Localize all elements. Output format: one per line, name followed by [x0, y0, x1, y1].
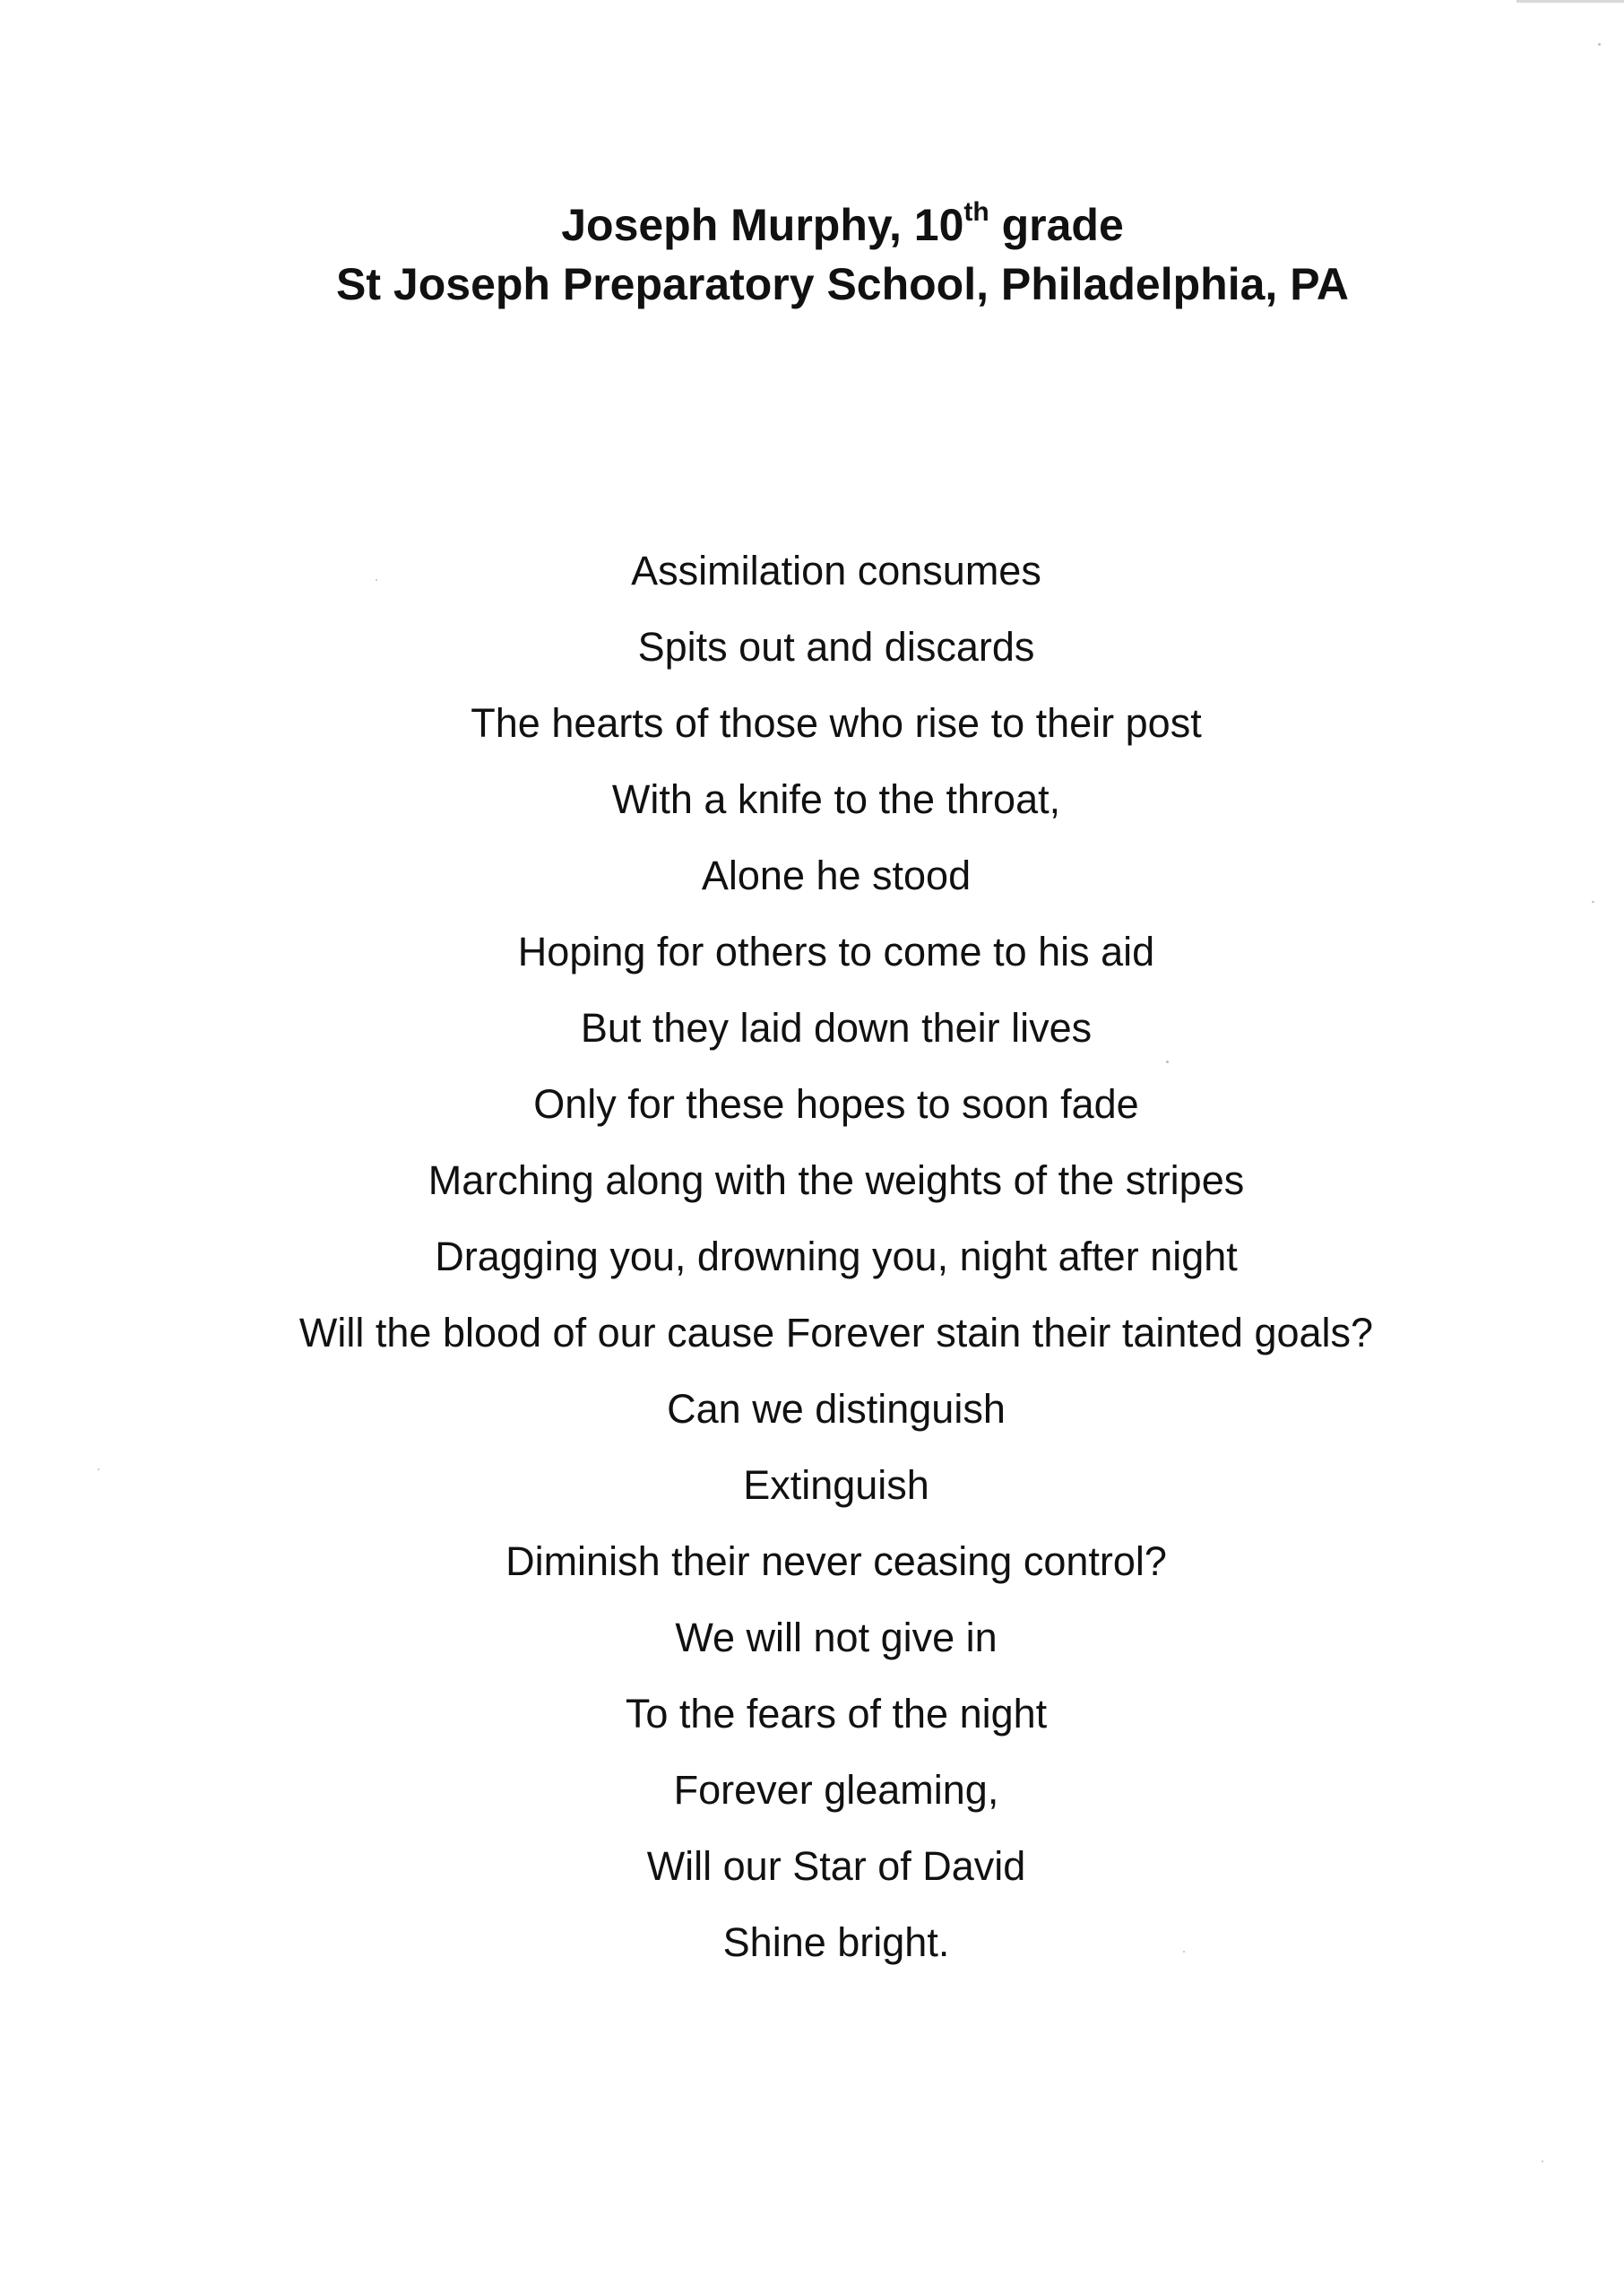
scan-speck	[1183, 1951, 1185, 1953]
poem-line: Alone he stood	[701, 853, 972, 898]
grade-word: grade	[989, 200, 1124, 250]
poem-line: Will our Star of David	[646, 1843, 1026, 1889]
poem-line: Diminish their never ceasing control?	[505, 1538, 1167, 1584]
poem-line: Marching along with the weights of the stripes	[428, 1157, 1245, 1203]
poem-body	[0, 533, 1624, 1980]
poem-line: Will the blood of our cause Forever stain their tainted goals?	[298, 1310, 1374, 1355]
scan-speck	[1598, 43, 1601, 46]
poem-line: The hearts of those who rise to their post	[471, 700, 1202, 746]
author-line	[0, 195, 1624, 255]
poem-line: But they laid down their lives	[580, 1005, 1093, 1051]
poem-line: Spits out and discards	[637, 624, 1035, 670]
poem-line: Can we distinguish	[667, 1386, 1006, 1432]
poem-line: We will not give in	[675, 1615, 998, 1660]
grade-ordinal-suffix: th	[963, 197, 989, 228]
document-header	[0, 195, 1624, 314]
school-line: St Joseph Preparatory School, Philadelphia, PA	[336, 259, 1349, 309]
poem-line: Forever gleaming,	[673, 1767, 999, 1813]
poem-line: With a knife to the throat,	[611, 776, 1061, 822]
author-name-grade: Joseph Murphy, 10	[561, 200, 964, 250]
poem-line: Shine bright.	[722, 1919, 950, 1965]
poem-line: Assimilation consumes	[631, 548, 1041, 593]
poem-line: Dragging you, drowning you, night after night	[435, 1234, 1238, 1279]
scan-speck	[1542, 2161, 1543, 2162]
poem-line: To the fears of the night	[625, 1691, 1048, 1736]
scan-speck	[98, 1468, 99, 1470]
poem-line: Only for these hopes to soon fade	[533, 1081, 1139, 1127]
scan-speck	[1166, 1061, 1169, 1063]
scan-speck	[376, 579, 377, 581]
poem-line: Extinguish	[743, 1462, 929, 1508]
scan-speck	[1592, 901, 1594, 903]
poem-line: Hoping for others to come to his aid	[517, 929, 1155, 974]
scan-edge-mark	[1516, 0, 1624, 3]
